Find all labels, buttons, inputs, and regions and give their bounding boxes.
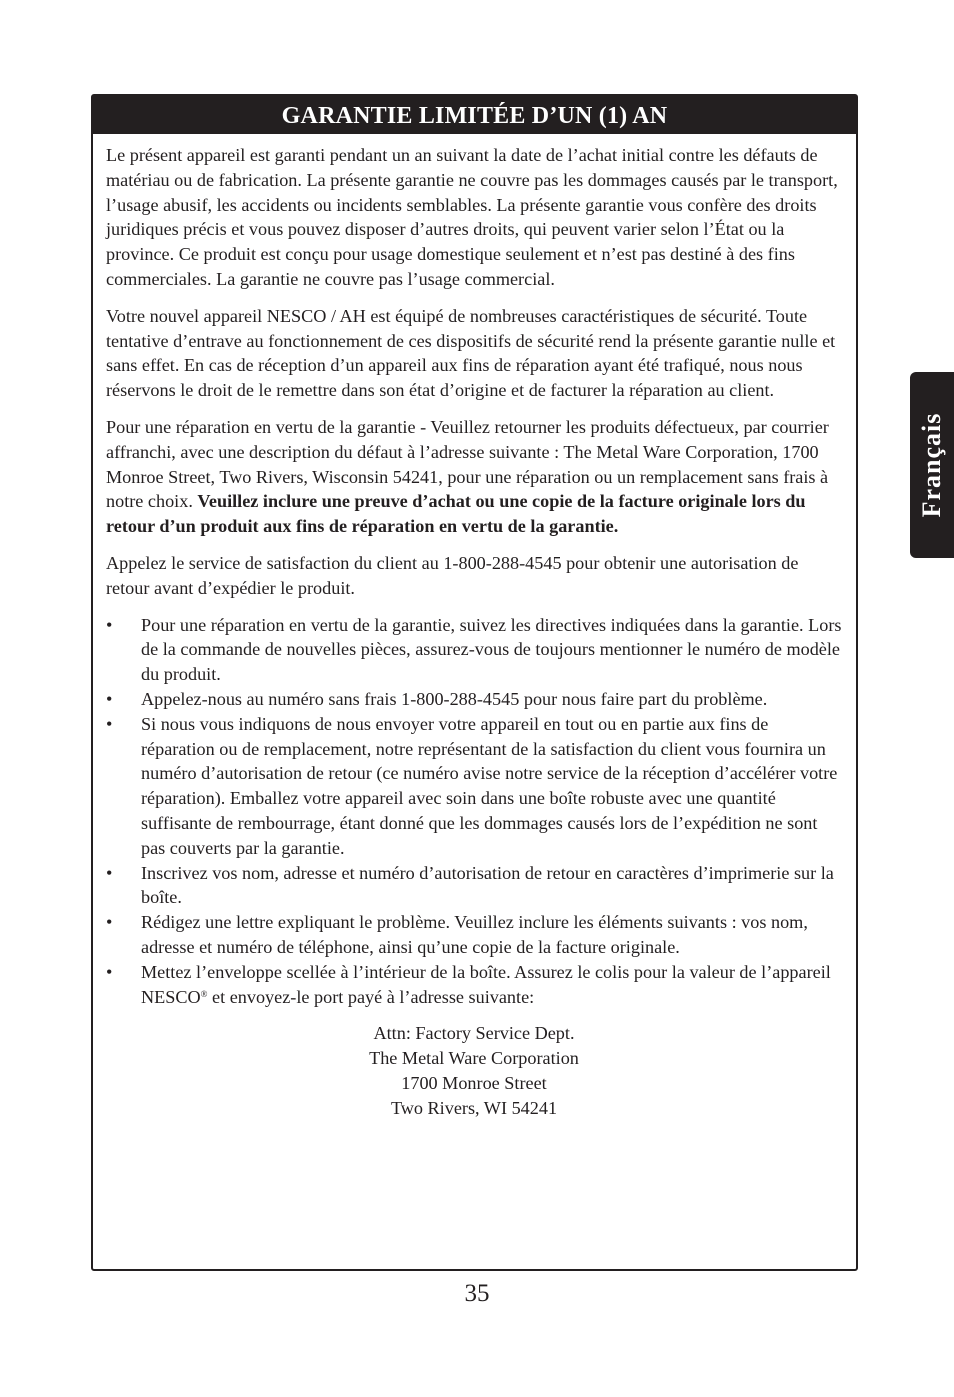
registered-mark: ® bbox=[200, 988, 208, 999]
list-item bbox=[106, 687, 842, 712]
list-item-text-before: Mettez l’enveloppe scellée à l’intérieur de la boîte. Assurez le colis pour la valeur de l’appareil NESCO bbox=[141, 961, 831, 1007]
mailing-address bbox=[106, 1021, 842, 1121]
bullet-marker: • bbox=[106, 688, 113, 709]
bullet-marker: • bbox=[106, 912, 113, 933]
address-line: Two Rivers, WI 54241 bbox=[390, 1098, 558, 1119]
list-item-text: Appelez-nous au numéro sans frais 1-800-288-4545 pour nous faire part du problème. bbox=[141, 688, 768, 709]
bullet-marker: • bbox=[106, 862, 113, 883]
list-item-text: Si nous vous indiquons de nous envoyer votre appareil en tout ou en partie aux fins de réparation ou de remplacement, notre représentant de la satisfaction du client vous fournira un numéro d’autorisation de retour (ce numéro avise notre service de la réception d’accélérer votre réparation). Emballez votre appareil avec soin dans une boîte robuste avec une quantité suffisante de rembourrage, étant donné que les dommages causés lors de l’expédition ne sont pas couverts par la garantie. bbox=[141, 713, 838, 858]
paragraph-repair bbox=[106, 415, 842, 539]
paragraph-customer-service: Appelez le service de satisfaction du client au 1-800-288-4545 pour obtenir une autorisation de retour avant d’expédier le produit. bbox=[106, 552, 799, 598]
language-tab-label: Français bbox=[917, 412, 946, 518]
section-title: GARANTIE LIMITÉE D’UN (1) AN bbox=[93, 96, 856, 134]
language-tab bbox=[910, 372, 954, 558]
address-line: The Metal Ware Corporation bbox=[369, 1048, 579, 1069]
list-item bbox=[106, 861, 842, 911]
warranty-content bbox=[106, 143, 842, 1121]
paragraph-coverage: Le présent appareil est garanti pendant un an suivant la date de l’achat initial contre les défauts de matériau ou de fabrication. La présente garantie ne couvre pas les dommages causés par le transport, l’usage abusif, les accidents ou incidents semblables. La présente garantie vous confère des droits juridiques précis et vous pouvez disposer d’autres droits, qui peuvent varier selon l’État ou la province. Ce produit est conçu pour usage domestique seulement et n’est pas destiné à des fins commerciales. La garantie ne couvre pas l’usage commercial. bbox=[106, 145, 838, 289]
page-number: 35 bbox=[464, 1280, 490, 1307]
list-item-text: Pour une réparation en vertu de la garantie, suivez les directives indiquées dans la garantie. Lors de la commande de nouvelles pièces, assurez-vous de toujours mentionner le numéro de modèle du produit. bbox=[141, 614, 842, 685]
address-line: 1700 Monroe Street bbox=[401, 1073, 547, 1094]
paragraph-repair-bold: Veuillez inclure une preuve d’achat ou une copie de la facture originale lors du retour d’un produit aux fins de réparation en vertu de la garantie. bbox=[106, 491, 806, 537]
address-line: Attn: Factory Service Dept. bbox=[373, 1023, 575, 1044]
list-item-text bbox=[141, 962, 831, 1007]
list-item-text-after: et envoyez-le port payé à l’adresse suivante: bbox=[207, 986, 535, 1007]
paragraph-safety: Votre nouvel appareil NESCO / AH est équipé de nombreuses caractéristiques de sécurité. Toute tentative d’entrave au fonctionnement de ces dispositifs de sécurité rend la présente garantie nulle et sans effet. En cas de réception d’un appareil aux fins de réparation ayant été trafiqué, nous nous réservons le droit de le remettre dans son état d’origine et de facturer la réparation au client. bbox=[106, 305, 836, 401]
instructions-list bbox=[106, 613, 842, 1010]
warranty-box bbox=[91, 94, 858, 1271]
list-item-text: Rédigez une lettre expliquant le problème. Veuillez inclure les éléments suivants : vos nom, adresse et numéro de téléphone, ainsi qu’une copie de la facture originale. bbox=[141, 912, 808, 957]
list-item bbox=[106, 712, 842, 861]
list-item bbox=[106, 613, 842, 687]
bullet-marker: • bbox=[106, 713, 113, 734]
list-item bbox=[106, 910, 842, 960]
bullet-marker: • bbox=[106, 961, 113, 982]
list-item bbox=[106, 960, 842, 1010]
list-item-text: Inscrivez vos nom, adresse et numéro d’autorisation de retour en caractères d’imprimerie sur la boîte. bbox=[141, 862, 834, 908]
paragraph-repair-text: Pour une réparation en vertu de la garantie - Veuillez retourner les produits défectueux, par courrier affranchi, avec une description du défaut à l’adresse suivante : The Metal Ware Corporation, 1700 Monroe Street, Two Rivers, Wisconsin 54241, pour une réparation ou un remplacement sans frais à notre choix. bbox=[106, 416, 829, 512]
bullet-marker: • bbox=[106, 614, 113, 635]
